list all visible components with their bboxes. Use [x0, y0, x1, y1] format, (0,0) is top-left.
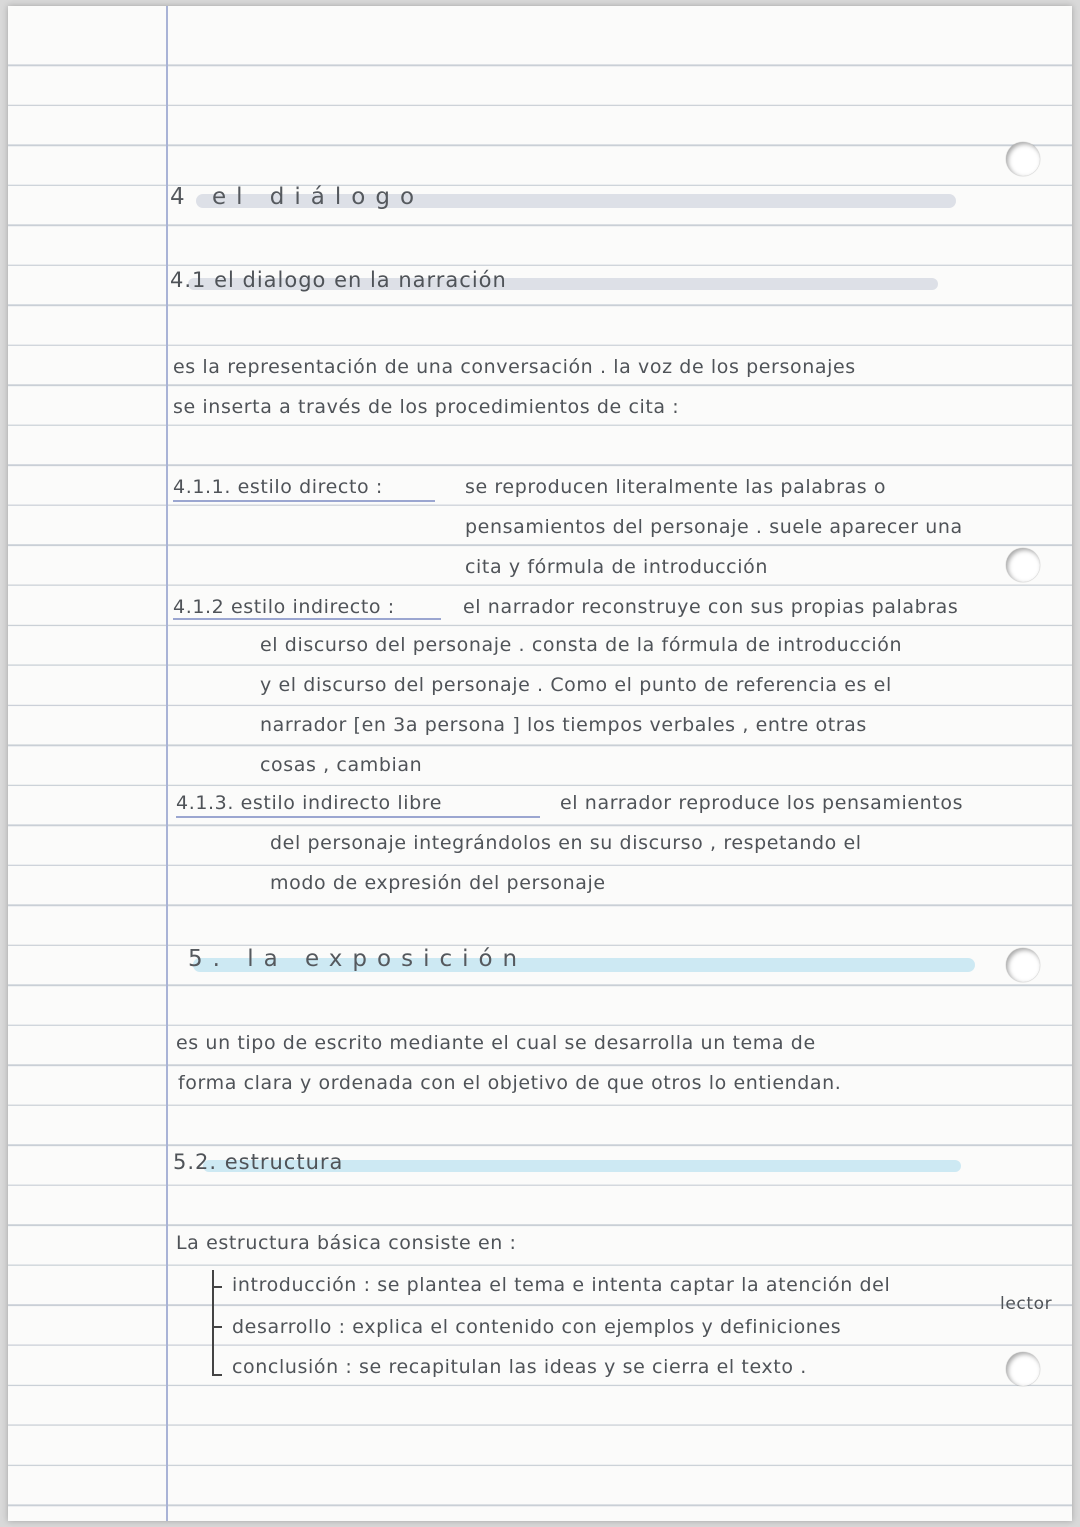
list-item-text: : se recapitulan las ideas y se cierra el texto .: [345, 1356, 807, 1378]
body-line: el discurso del personaje . consta de la fórmula de introducción: [260, 634, 903, 656]
body-line: pensamientos del personaje . suele aparecer una: [465, 516, 963, 538]
list-tick: [212, 1374, 222, 1376]
body-line: lector: [1000, 1294, 1053, 1314]
body-line: el narrador reproduce los pensamientos: [560, 792, 964, 814]
label-underline: [176, 816, 540, 818]
body-line: cita y fórmula de introducción: [465, 556, 768, 578]
label-underline: [173, 618, 441, 620]
body-line: y el discurso del personaje . Como el punto de referencia es el: [260, 674, 892, 696]
list-tick: [212, 1286, 222, 1288]
label-underline: [173, 500, 435, 502]
list-item: [232, 1356, 807, 1378]
item-4-1-1-label: 4.1.1. estilo directo :: [173, 476, 383, 498]
section-4-1-title: 4.1 el dialogo en la narración: [170, 268, 507, 292]
item-4-1-3-label: 4.1.3. estilo indirecto libre: [176, 792, 443, 814]
list-item-text: : explica el contenido con ejemplos y definiciones: [338, 1316, 842, 1338]
body-line: cosas , cambian: [260, 754, 423, 776]
list-item-text: : se plantea el tema e intenta captar la atención del: [363, 1274, 891, 1296]
list-item: [232, 1274, 890, 1296]
body-line: del personaje integrándolos en su discurso , respetando el: [270, 832, 862, 854]
body-line: se reproducen literalmente las palabras o: [465, 476, 887, 498]
body-line: es un tipo de escrito mediante el cual se desarrolla un tema de: [176, 1032, 816, 1054]
body-line: modo de expresión del personaje: [270, 872, 606, 894]
body-line: forma clara y ordenada con el objetivo de que otros lo entiendan.: [178, 1072, 842, 1094]
list-item-label: desarrollo: [232, 1316, 332, 1338]
item-4-1-2-label: 4.1.2 estilo indirecto :: [173, 596, 395, 618]
section-5-2-title: 5.2. estructura: [173, 1150, 344, 1174]
list-tick: [212, 1326, 222, 1328]
body-line: se inserta a través de los procedimientos de cita :: [173, 396, 680, 418]
punch-hole: [1006, 548, 1040, 582]
section-5-title: 5. la exposición: [188, 946, 528, 972]
notebook-page: [8, 6, 1072, 1521]
body-line: La estructura básica consiste en :: [176, 1232, 517, 1254]
punch-hole: [1006, 142, 1040, 176]
list-item: [232, 1316, 841, 1338]
punch-hole: [1006, 1352, 1040, 1386]
section-4-title: 4 el diálogo: [170, 184, 425, 210]
punch-hole: [1006, 948, 1040, 982]
body-line: narrador [en 3a persona ] los tiempos verbales , entre otras: [260, 714, 867, 736]
margin-line: [166, 6, 168, 1521]
list-item-label: introducción: [232, 1274, 357, 1296]
body-line: es la representación de una conversación . la voz de los personajes: [173, 356, 856, 378]
list-item-label: conclusión: [232, 1356, 339, 1378]
body-line: el narrador reconstruye con sus propias palabras: [463, 596, 959, 618]
